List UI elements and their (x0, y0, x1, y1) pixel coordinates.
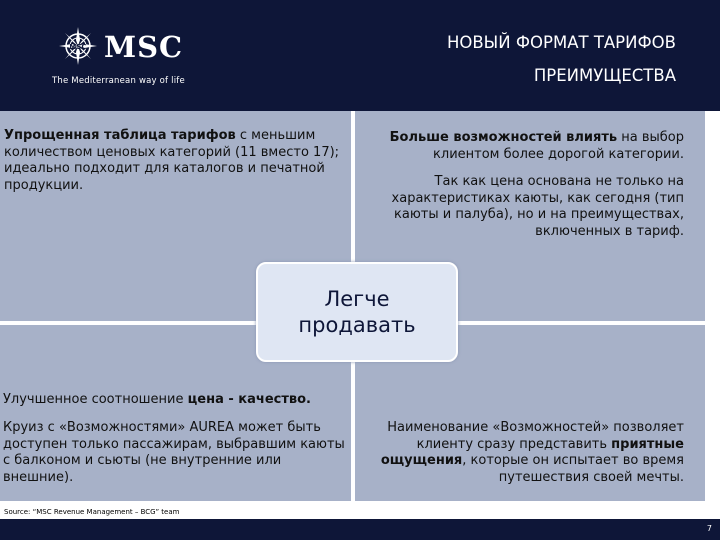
simplified-tariff-rest: с меньшим количеством ценовых категорий (11 вместо 17); идеально подходит для каталогов и печатной продукции. (4, 128, 340, 193)
price-quality-lead: Улучшенное соотношение (3, 392, 188, 407)
svg-text:MSC: MSC (69, 43, 87, 51)
logo-tagline: The Mediterranean way of life (52, 76, 185, 86)
source-note: Source: “MSC Revenue Management – BCG” team (4, 508, 180, 516)
more-influence-rest: на выбор клиентом более дорогой категории. (433, 130, 684, 162)
experiences-bold: приятные ощущения (380, 436, 684, 468)
price-quality-bold: цена - качество. (187, 392, 311, 407)
easier-to-sell-box (256, 262, 458, 362)
msc-logo (52, 20, 252, 100)
experiences-naming-text (362, 420, 684, 486)
price-basis-text: Так как цена основана не только на характеристиках каюты, как сегодня (тип каюты и палуба), но и на преимуществах, включенных в тариф. (391, 174, 684, 239)
price-quality-text (3, 392, 348, 409)
page-title (447, 26, 676, 92)
experiences-lead: Наименование «Возможностей» позволяет клиенту сразу представить (387, 420, 684, 452)
center-line-2: продавать (298, 313, 416, 337)
page-number: 7 (706, 524, 712, 533)
simplified-tariff-text (4, 128, 349, 194)
title-line-1: НОВЫЙ ФОРМАТ ТАРИФОВ (446, 33, 676, 52)
compass-rose-icon (58, 26, 98, 66)
footer-bar (0, 519, 720, 540)
experiences-rest: , которые он испытает во время путешествия своей мечты. (462, 453, 684, 485)
simplified-tariff-bold: Упрощенная таблица тарифов (4, 128, 236, 143)
title-line-2: ПРЕИМУЩЕСТВА (533, 66, 676, 85)
more-influence-bold: Больше возможностей влиять (389, 130, 618, 145)
logo-wordmark: MSC (104, 30, 184, 64)
center-line-1: Легче (324, 287, 390, 311)
header-bar (0, 0, 720, 111)
more-influence-text (362, 130, 684, 163)
aurea-text: Круиз с «Возможностями» AUREA может быть доступен только пассажирам, выбравшим каюты с балконом и сьюты (не внутренние или внешние). (3, 420, 345, 485)
